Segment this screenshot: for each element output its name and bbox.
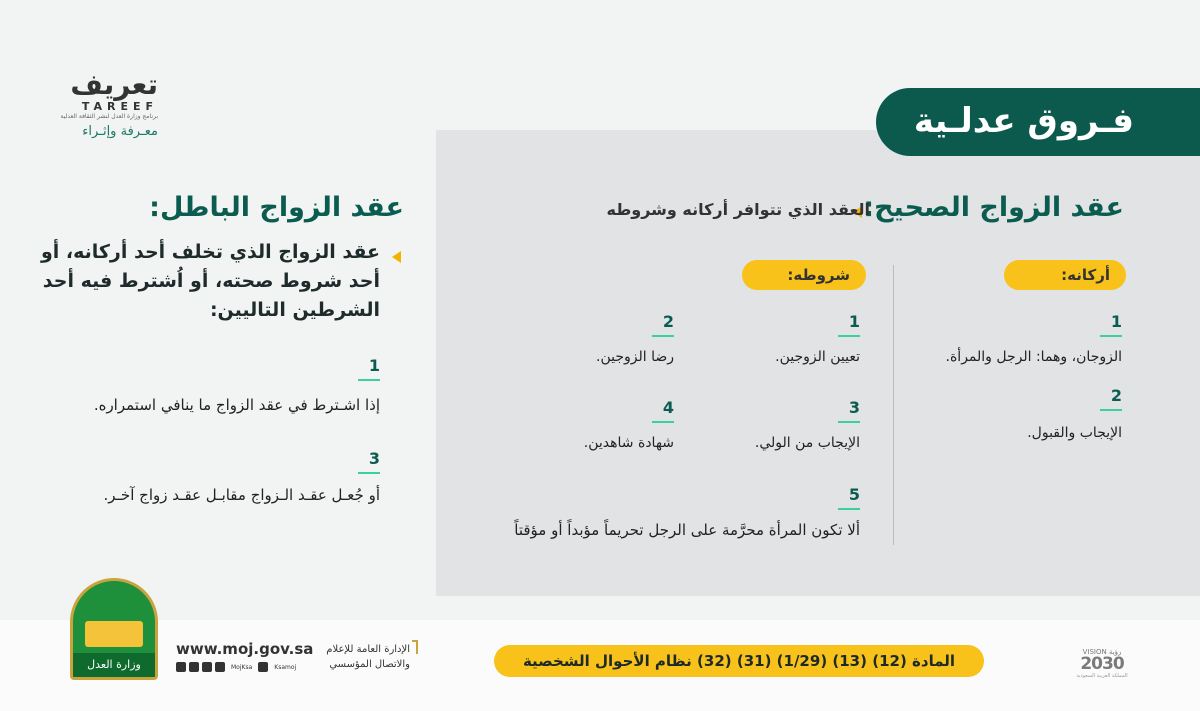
condition-number: 2 — [652, 312, 674, 331]
vision-label: VISION رؤية — [1082, 648, 1122, 656]
condition-number: 1 — [838, 312, 860, 331]
condition-number: 3 — [838, 398, 860, 417]
conditions-label: شروطه: — [742, 260, 866, 290]
social-handle: Ksamoj — [274, 663, 297, 671]
logo-subtitle: برنامج وزارة العدل لنشر الثقافة العدلية — [60, 113, 158, 120]
ministry-name: وزارة العدل — [73, 653, 155, 677]
instagram-icon[interactable] — [189, 662, 199, 672]
pillars-label: أركانه: — [1004, 260, 1126, 290]
vision-year: 2030 — [1080, 654, 1124, 674]
void-definition: عقد الزواج الذي تخلف أحد أركانه، أو أحد شروط صحته، أو اُشترط فيه أحد الشرطين التاليين: — [40, 241, 380, 321]
social-handle: MojKsa — [231, 663, 253, 671]
void-item: إذا اشـترط في عقد الزواج ما ينافي استمراره. — [93, 396, 380, 414]
void-number: 1 — [358, 356, 380, 375]
vision-2030-logo — [1072, 648, 1132, 679]
condition-item: شهادة شاهدين. — [583, 435, 674, 451]
void-number: 3 — [358, 449, 380, 468]
valid-definition: العقد الذي تتوافر أركانه وشروطه — [606, 200, 870, 219]
pillar-item: الزوجان، وهما: الرجل والمرأة. — [945, 349, 1122, 365]
book-icon — [85, 621, 143, 647]
youtube-icon[interactable] — [258, 662, 268, 672]
pillar-item: الإيجاب والقبول. — [1027, 425, 1122, 441]
pillar-number: 1 — [1100, 312, 1122, 331]
void-item: أو جُعـل عقـد الـزواج مقابـل عقـد زواج آخـر. — [103, 486, 380, 504]
condition-number: 5 — [838, 485, 860, 504]
pillar-number: 2 — [1100, 386, 1122, 405]
ministry-emblem-icon — [70, 578, 158, 680]
department-accent — [412, 640, 418, 654]
valid-heading: عقد الزواج الصحيح: — [863, 192, 1124, 223]
void-heading: عقد الزواج الباطل: — [149, 192, 404, 223]
twitter-icon[interactable] — [176, 662, 186, 672]
department-name: الإدارة العامة للإعلام والاتصال المؤسسي — [326, 644, 410, 670]
logo-name-ar: تعريف — [70, 68, 158, 101]
social-links — [176, 662, 299, 672]
logo-name-en: TAREEF — [81, 100, 158, 113]
snapchat-icon[interactable] — [202, 662, 212, 672]
condition-number: 4 — [652, 398, 674, 417]
condition-item: تعيين الزوجين. — [775, 349, 860, 365]
tareef-logo — [38, 70, 158, 139]
logo-tagline: معـرفة وإثـراء — [82, 124, 158, 139]
vision-subtitle: المملكة العربية السعودية — [1076, 673, 1128, 679]
column-divider — [893, 265, 894, 545]
page-title: فـروق عدلـية — [876, 88, 1200, 156]
linkedin-icon[interactable] — [215, 662, 225, 672]
triangle-bullet-icon — [392, 251, 401, 263]
website-link[interactable]: www.moj.gov.sa — [176, 640, 314, 658]
condition-item: الإيجاب من الولي. — [754, 435, 860, 451]
legal-reference: المادة (12) (13) (1/29) (31) (32) نظام الأحوال الشخصية — [494, 645, 984, 677]
condition-item: ألا تكون المرأة محرَّمة على الرجل تحريماً مؤبداً أو مؤقتاً — [514, 521, 860, 539]
condition-item: رضا الزوجين. — [596, 349, 674, 365]
